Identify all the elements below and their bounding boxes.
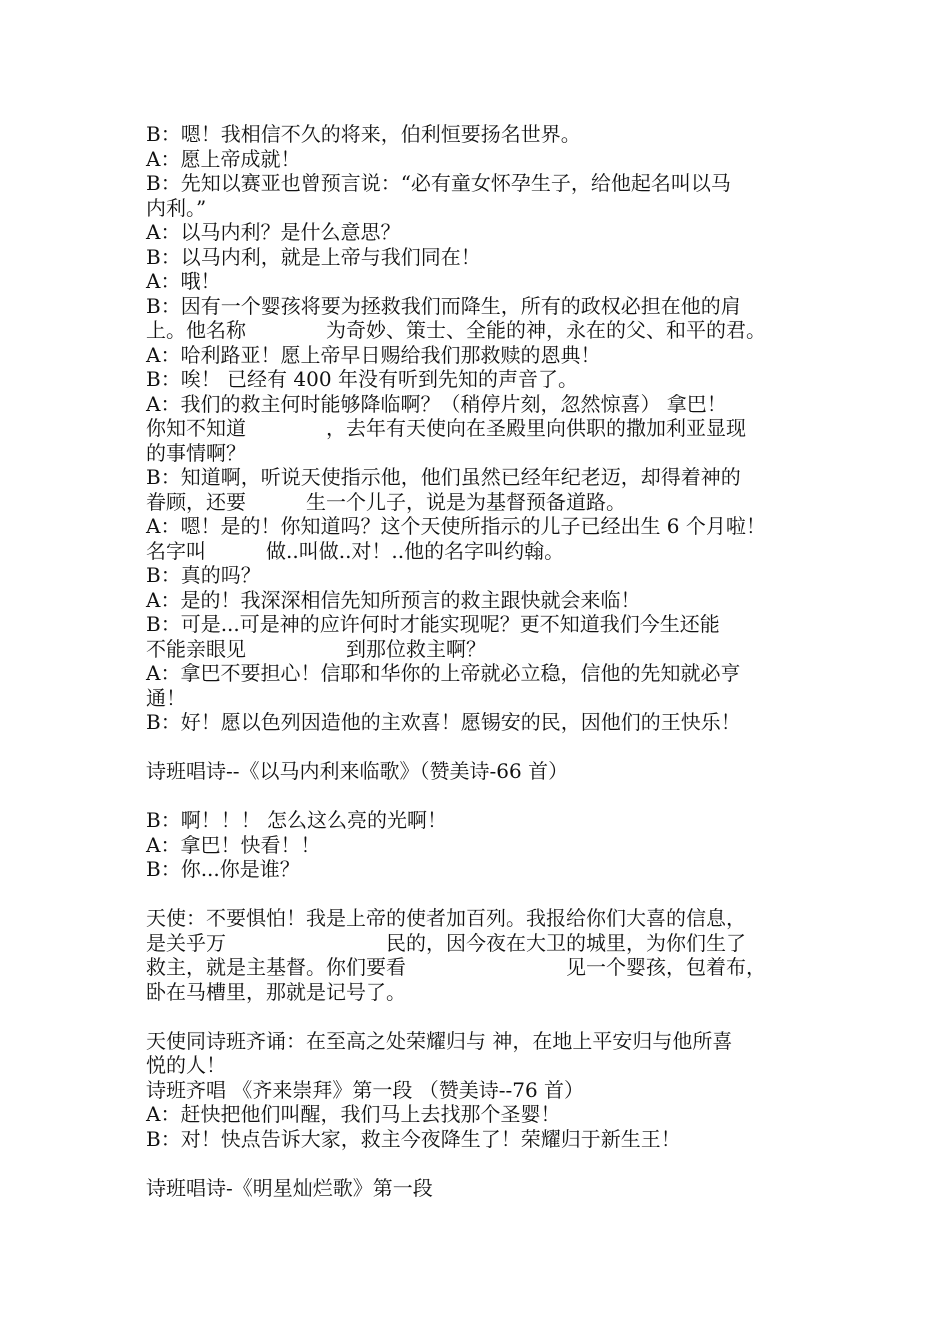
text-line: B：因有一个婴孩将要为拯救我们而降生，所有的政权必担在他的肩 <box>146 293 741 318</box>
text-line: B：对！快点告诉大家，救主今夜降生了！荣耀归于新生王！ <box>146 1126 681 1151</box>
text-line: B：可是...可是神的应许何时才能实现呢？更不知道我们今生还能 <box>146 612 720 636</box>
text-line: 内利。” <box>146 195 207 220</box>
text-line: 不能亲眼见 到那位救主啊？ <box>146 636 486 661</box>
text-line: B：啊！！！ 怎么这么亮的光啊！ <box>146 808 448 832</box>
blank-line <box>146 784 836 809</box>
text-line: 救主，就是主基督。你们要看 见一个婴孩，包着布， <box>146 955 766 979</box>
text-line: 名字叫 做..叫做..对！..他的名字叫约翰。 <box>146 538 565 563</box>
text-line: A：愿上帝成就！ <box>146 146 301 171</box>
text-line: 是关乎万 民的，因今夜在大卫的城里，为你们生了 <box>146 930 746 955</box>
text-line: A：赶快把他们叫醒，我们马上去找那个圣婴！ <box>146 1102 561 1126</box>
text-line: 的事情啊？ <box>146 440 246 465</box>
text-line: B：你...你是谁？ <box>146 857 300 881</box>
text-line: B：先知以赛亚也曾预言说：“必有童女怀孕生子，给他起名叫以马 <box>146 171 731 195</box>
text-line: 你知不知道 ，去年有天使向在圣殿里向供职的撒加利亚显现 <box>146 416 746 440</box>
text-line: 诗班齐唱 《齐来崇拜》第一段 （赞美诗--76 首） <box>146 1077 585 1102</box>
text-line: A：哦！ <box>146 269 221 293</box>
text-line: B：以马内利，就是上帝与我们同在！ <box>146 244 481 269</box>
text-line: A：拿巴不要担心！信耶和华你的上帝就必立稳，信他的先知就必亨 <box>146 661 741 685</box>
text-line: A：哈利路亚！愿上帝早日赐给我们那救赎的恩典！ <box>146 342 601 367</box>
text-line: 眷顾，还要 生一个儿子，说是为基督预备道路。 <box>146 489 626 514</box>
blank-line <box>146 1151 836 1176</box>
text-line: 诗班唱诗--《以马内利来临歌》（赞美诗-66 首） <box>146 759 569 783</box>
text-line: B：唉！ 已经有 400 年没有听到先知的声音了。 <box>146 367 578 391</box>
text-line: A：我们的救主何时能够降临啊？（稍停片刻，忽然惊喜） 拿巴！ <box>146 391 727 416</box>
text-line: B：知道啊，听说天使指示他，他们虽然已经年纪老迈，却得着神的 <box>146 465 741 489</box>
text-line: 天使：不要惧怕！我是上帝的使者加百列。我报给你们大喜的信息， <box>146 906 746 930</box>
text-line: B：嗯！我相信不久的将来，伯利恒要扬名世界。 <box>146 122 581 146</box>
text-line: 上。他名称 为奇妙、策士、全能的神，永在的父、和平的君。 <box>146 318 766 342</box>
text-line: 悦的人！ <box>146 1053 226 1077</box>
text-line: A：是的！我深深相信先知所预言的救主跟快就会来临！ <box>146 587 641 612</box>
text-line: A：以马内利？是什么意思？ <box>146 220 401 244</box>
text-line: B：真的吗？ <box>146 563 261 587</box>
text-line: 卧在马槽里，那就是记号了。 <box>146 979 406 1004</box>
document-page <box>146 122 836 1200</box>
text-line: A：嗯！是的！你知道吗？这个天使所指示的儿子已经出生 6 个月啦！ <box>146 514 766 538</box>
text-line: A：拿巴！快看！！ <box>146 832 321 857</box>
text-line: 天使同诗班齐诵：在至高之处荣耀归与 神，在地上平安归与他所喜 <box>146 1028 733 1053</box>
text-line: 诗班唱诗-《明星灿烂歌》第一段 <box>146 1175 433 1200</box>
blank-line <box>146 735 836 760</box>
blank-line <box>146 882 836 907</box>
text-line: 通！ <box>146 685 186 710</box>
blank-line <box>146 1004 836 1029</box>
text-line: B：好！愿以色列因造他的主欢喜！愿锡安的民，因他们的王快乐！ <box>146 710 741 734</box>
